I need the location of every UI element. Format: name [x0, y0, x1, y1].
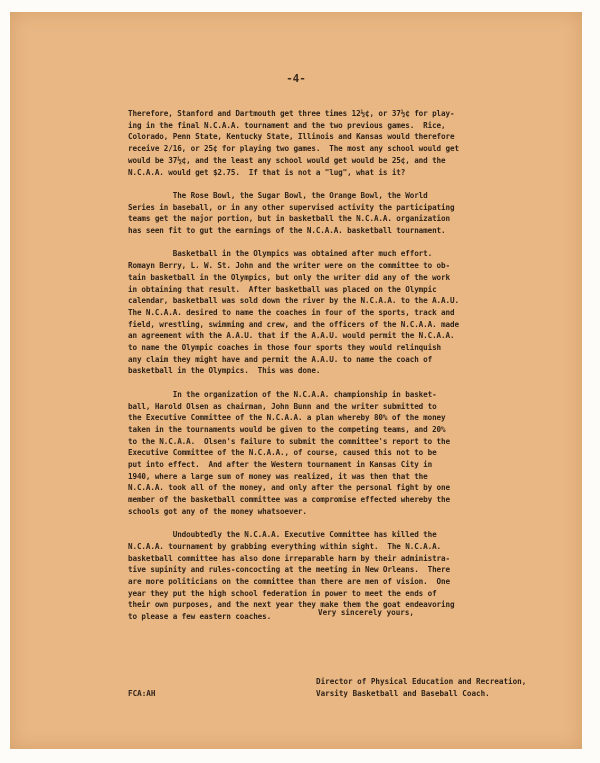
text-line: would be 37½¢, and the least any school would get would be 25¢, and the — [128, 155, 446, 165]
text-line: N.C.A.A. took all of the money, and only after the personal fight by one — [128, 483, 450, 493]
text-line: ball, Harold Olsen as chairman, John Bunn and the writer submitted to — [128, 401, 437, 411]
text-line: to the N.C.A.A. Olsen's failure to submit the committee's report to the — [128, 436, 450, 446]
text-line: their own purposes, and the next year they make them the goat endeavoring — [128, 600, 455, 610]
text-line: The N.C.A.A. desired to name the coaches in four of the sports, track and — [128, 307, 455, 317]
text-line: field, wrestling, swimming and crew, and the officers of the N.C.A.A. made — [128, 319, 459, 329]
closing-salutation: Very sincerely yours, — [318, 608, 415, 617]
text-line: any claim they might have and permit the A.A.U. to name the coach of — [128, 354, 433, 364]
text-line: to please a few eastern coaches. — [128, 612, 272, 622]
text-line: Colorado, Penn State, Kentucky State, Illinois and Kansas would therefore — [128, 132, 455, 142]
text-line: are more politicians on the committee than there are men of vision. One — [128, 577, 450, 587]
text-line: Romayn Berry, L. W. St. John and the writer were on the committee to ob- — [128, 261, 450, 271]
text-line: N.C.A.A. tournament by grabbing everything within sight. The N.C.A.A. — [128, 541, 442, 551]
letter-page — [10, 12, 582, 749]
text-line: Executive Committee of the N.C.A.A., of course, caused this not to be — [128, 448, 437, 458]
letter-body — [128, 108, 572, 635]
signature-title-line: Director of Physical Education and Recreation, — [316, 677, 527, 686]
text-line: Basketball in the Olympics was obtained after much effort. — [128, 249, 433, 259]
text-line: put into effect. And after the Western tournament in Kansas City in — [128, 460, 433, 470]
text-line: ing in the final N.C.A.A. tournament and the two previous games. Rice, — [128, 120, 446, 130]
text-line: teams get the major portion, but in basketball the N.C.A.A. organization — [128, 214, 450, 224]
typist-initials: FCA:AH — [128, 689, 156, 698]
text-line: N.C.A.A. would get $2.75. If that is not a "lug", what is it? — [128, 167, 406, 177]
text-line: taken in the tournaments would be given to the competing teams, and 20% — [128, 424, 446, 434]
page-number: -4- — [286, 72, 306, 85]
text-line: 1940, where a large sum of money was realized, it was then that the — [128, 471, 428, 481]
paragraph — [128, 389, 572, 518]
text-line: year they put the high school federation in power to meet the ends of — [128, 588, 437, 598]
paragraph — [128, 108, 572, 178]
text-line: Therefore, Stanford and Dartmouth get three times 12½¢, or 37½¢ for play- — [128, 109, 455, 118]
text-line: In the organization of the N.C.A.A. championship in basket- — [128, 389, 437, 399]
signature-title-line: Varsity Basketball and Baseball Coach. — [316, 688, 490, 698]
text-line: to name the Olympic coaches in those four sports they would relinquish — [128, 343, 442, 353]
text-line: tain basketball in the Olympics, but only the writer did any of the work — [128, 272, 450, 282]
text-line: calendar, basketball was sold down the river by the N.C.A.A. to the A.A.U. — [128, 296, 459, 306]
text-line: tive supinity and rules-concocting at the meeting in New Orleans. There — [128, 565, 450, 575]
text-line: member of the basketball committee was a compromise effected whereby the — [128, 495, 450, 505]
text-line: in obtaining that result. After basketball was placed on the Olympic — [128, 284, 437, 294]
text-line: Series in baseball, or in any other supervised activity the participating — [128, 202, 455, 212]
text-line: an agreement with the A.A.U. that if the A.A.U. would permit the N.C.A.A. — [128, 331, 455, 341]
signature-block — [316, 676, 526, 699]
text-line: Undoubtedly the N.C.A.A. Executive Committee has killed the — [128, 530, 437, 540]
text-line: schools got any of the money whatsoever. — [128, 506, 307, 516]
text-line: basketball in the Olympics. This was done. — [128, 366, 321, 376]
paragraph — [128, 190, 572, 237]
text-line: the Executive Committee of the N.C.A.A. a plan whereby 80% of the money — [128, 413, 446, 423]
paragraph — [128, 248, 572, 377]
text-line: basketball committee has also done irreparable harm by their administra- — [128, 553, 450, 563]
text-line: The Rose Bowl, the Sugar Bowl, the Orange Bowl, the World — [128, 190, 428, 200]
text-line: receive 2/16, or 25¢ for playing two games. The most any school would get — [128, 144, 459, 154]
text-line: has seen fit to gut the earnings of the N.C.A.A. basketball tournament. — [128, 226, 446, 236]
